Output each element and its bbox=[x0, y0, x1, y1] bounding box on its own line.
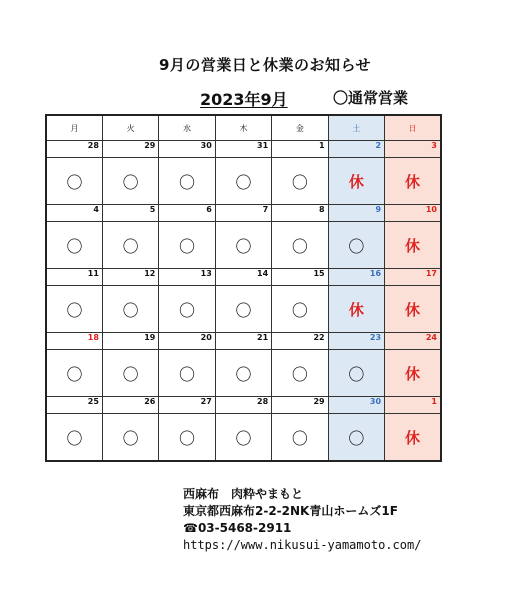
date-number: 15 bbox=[272, 269, 328, 286]
status-row bbox=[46, 222, 441, 269]
closed-mark: 休 bbox=[405, 172, 421, 191]
date-number: 30 bbox=[159, 141, 215, 158]
open-circle-icon: 〇 bbox=[122, 172, 139, 192]
open-circle-icon: 〇 bbox=[235, 428, 252, 448]
date-number: 17 bbox=[385, 269, 441, 286]
date-row bbox=[46, 205, 441, 222]
calendar-body bbox=[46, 141, 441, 462]
open-circle-icon: 〇 bbox=[291, 300, 308, 320]
store-url[interactable]: https://www.nikusui-yamamoto.com/ bbox=[183, 538, 422, 552]
open-circle-icon: 〇 bbox=[348, 364, 365, 384]
day-status bbox=[328, 286, 384, 333]
day-status bbox=[272, 350, 328, 397]
date-number: 28 bbox=[46, 141, 102, 158]
date-number: 18 bbox=[46, 333, 102, 350]
day-status bbox=[102, 414, 158, 462]
date-row bbox=[46, 269, 441, 286]
month-label: 2023年9月 bbox=[200, 90, 288, 109]
day-status bbox=[159, 350, 215, 397]
date-number: 29 bbox=[272, 397, 328, 414]
closed-mark: 休 bbox=[405, 236, 421, 255]
date-number: 25 bbox=[46, 397, 102, 414]
date-number: 20 bbox=[159, 333, 215, 350]
date-number: 3 bbox=[385, 141, 441, 158]
open-circle-icon: 〇 bbox=[235, 300, 252, 320]
open-circle-icon: 〇 bbox=[235, 172, 252, 192]
day-status bbox=[215, 286, 271, 333]
day-status bbox=[385, 222, 441, 269]
open-circle-icon: 〇 bbox=[291, 428, 308, 448]
day-status bbox=[272, 414, 328, 462]
date-number: 28 bbox=[215, 397, 271, 414]
day-status bbox=[328, 158, 384, 205]
day-status bbox=[159, 158, 215, 205]
date-number: 14 bbox=[215, 269, 271, 286]
date-row bbox=[46, 397, 441, 414]
day-status bbox=[328, 414, 384, 462]
date-number: 11 bbox=[46, 269, 102, 286]
status-row bbox=[46, 350, 441, 397]
open-circle-icon: 〇 bbox=[235, 364, 252, 384]
legend: 〇通常営業 bbox=[333, 89, 409, 107]
closed-mark: 休 bbox=[348, 300, 364, 319]
date-number: 1 bbox=[272, 141, 328, 158]
weekday-mon: 月 bbox=[46, 115, 102, 141]
status-row bbox=[46, 414, 441, 462]
date-number: 2 bbox=[328, 141, 384, 158]
day-status bbox=[46, 286, 102, 333]
open-circle-icon: 〇 bbox=[66, 236, 83, 256]
date-number: 4 bbox=[46, 205, 102, 222]
day-status bbox=[385, 414, 441, 462]
closed-mark: 休 bbox=[348, 172, 364, 191]
open-circle-icon: 〇 bbox=[122, 236, 139, 256]
day-status bbox=[46, 158, 102, 205]
day-status bbox=[102, 222, 158, 269]
weekday-header-row bbox=[46, 115, 441, 141]
open-circle-icon: 〇 bbox=[179, 236, 196, 256]
open-circle-icon: 〇 bbox=[348, 236, 365, 256]
date-number: 12 bbox=[102, 269, 158, 286]
day-status bbox=[215, 414, 271, 462]
store-name: 西麻布 肉粋やまもと bbox=[183, 487, 304, 501]
weekday-wed: 水 bbox=[159, 115, 215, 141]
open-circle-icon: 〇 bbox=[179, 300, 196, 320]
weekday-sat: 土 bbox=[328, 115, 384, 141]
open-circle-icon: 〇 bbox=[291, 236, 308, 256]
open-circle-icon: 〇 bbox=[66, 364, 83, 384]
weekday-tue: 火 bbox=[102, 115, 158, 141]
day-status bbox=[272, 286, 328, 333]
day-status bbox=[385, 158, 441, 205]
date-number: 27 bbox=[159, 397, 215, 414]
open-circle-icon: 〇 bbox=[66, 428, 83, 448]
day-status bbox=[159, 414, 215, 462]
date-number: 29 bbox=[102, 141, 158, 158]
date-number: 8 bbox=[272, 205, 328, 222]
date-number: 21 bbox=[215, 333, 271, 350]
store-phone: ☎03-5468-2911 bbox=[183, 521, 292, 535]
day-status bbox=[385, 350, 441, 397]
day-status bbox=[328, 222, 384, 269]
closed-mark: 休 bbox=[405, 364, 421, 383]
open-circle-icon: 〇 bbox=[179, 172, 196, 192]
open-circle-icon: 〇 bbox=[66, 172, 83, 192]
day-status bbox=[46, 222, 102, 269]
open-circle-icon: 〇 bbox=[179, 428, 196, 448]
open-circle-icon: 〇 bbox=[291, 364, 308, 384]
date-number: 1 bbox=[385, 397, 441, 414]
open-circle-icon: 〇 bbox=[122, 364, 139, 384]
day-status bbox=[102, 158, 158, 205]
page-title: 9月の営業日と休業のお知らせ bbox=[159, 56, 371, 74]
day-status bbox=[215, 158, 271, 205]
day-status bbox=[215, 222, 271, 269]
closed-mark: 休 bbox=[405, 300, 421, 319]
date-number: 31 bbox=[215, 141, 271, 158]
open-circle-icon: 〇 bbox=[179, 364, 196, 384]
open-circle-icon: 〇 bbox=[348, 428, 365, 448]
date-number: 5 bbox=[102, 205, 158, 222]
day-status bbox=[385, 286, 441, 333]
day-status bbox=[102, 286, 158, 333]
calendar bbox=[45, 114, 442, 465]
day-status bbox=[272, 158, 328, 205]
day-status bbox=[328, 350, 384, 397]
date-number: 9 bbox=[328, 205, 384, 222]
closed-mark: 休 bbox=[405, 428, 421, 447]
date-row bbox=[46, 333, 441, 350]
open-circle-icon: 〇 bbox=[235, 236, 252, 256]
date-number: 10 bbox=[385, 205, 441, 222]
day-status bbox=[272, 222, 328, 269]
open-circle-icon: 〇 bbox=[66, 300, 83, 320]
calendar-table bbox=[45, 114, 442, 462]
day-status bbox=[46, 414, 102, 462]
open-circle-icon: 〇 bbox=[122, 300, 139, 320]
date-number: 7 bbox=[215, 205, 271, 222]
date-number: 30 bbox=[328, 397, 384, 414]
date-number: 26 bbox=[102, 397, 158, 414]
status-row bbox=[46, 286, 441, 333]
date-number: 16 bbox=[328, 269, 384, 286]
date-number: 13 bbox=[159, 269, 215, 286]
store-info bbox=[183, 486, 421, 554]
open-circle-icon: 〇 bbox=[291, 172, 308, 192]
weekday-thu: 木 bbox=[215, 115, 271, 141]
date-number: 22 bbox=[272, 333, 328, 350]
day-status bbox=[102, 350, 158, 397]
date-number: 19 bbox=[102, 333, 158, 350]
day-status bbox=[46, 350, 102, 397]
store-address: 東京都西麻布2-2-2NK青山ホームズ1F bbox=[183, 504, 398, 518]
weekday-fri: 金 bbox=[272, 115, 328, 141]
weekday-sun: 日 bbox=[385, 115, 441, 141]
date-number: 24 bbox=[385, 333, 441, 350]
status-row bbox=[46, 158, 441, 205]
day-status bbox=[159, 222, 215, 269]
day-status bbox=[215, 350, 271, 397]
day-status bbox=[159, 286, 215, 333]
date-number: 23 bbox=[328, 333, 384, 350]
open-circle-icon: 〇 bbox=[122, 428, 139, 448]
date-number: 6 bbox=[159, 205, 215, 222]
date-row bbox=[46, 141, 441, 158]
